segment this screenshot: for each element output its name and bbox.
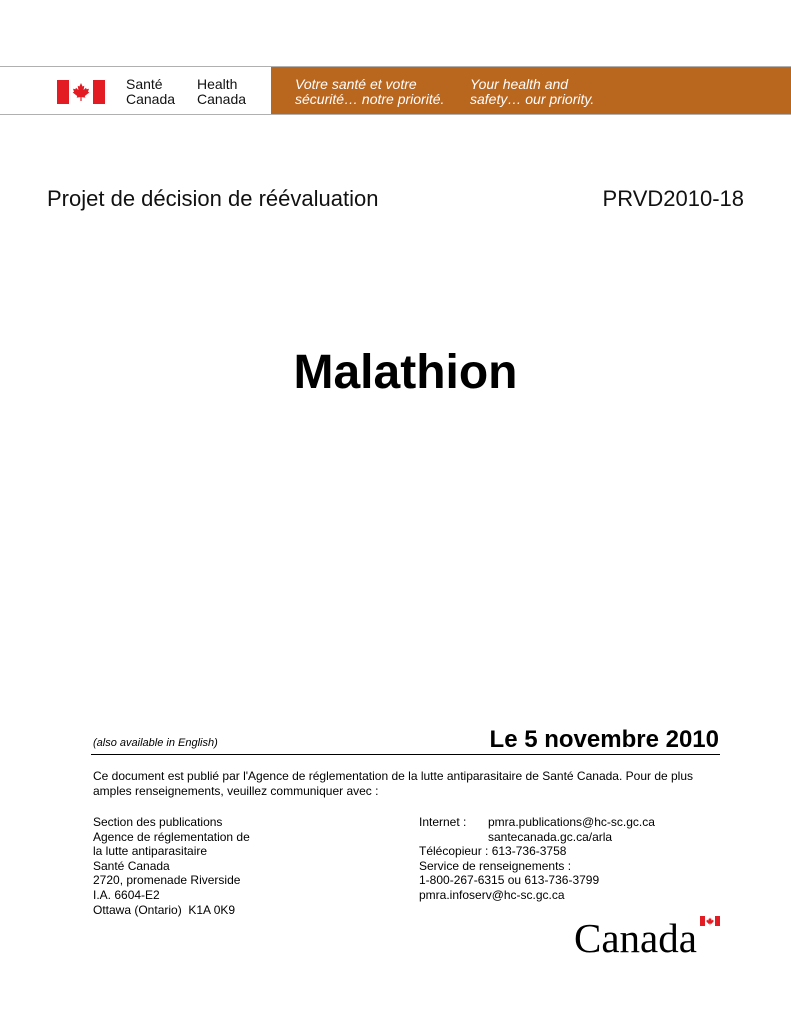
canada-flag-icon	[57, 80, 105, 104]
internet-email-link[interactable]: pmra.publications@hc-sc.gc.ca	[488, 815, 655, 829]
fax-number: Télécopieur : 613-736-3758	[419, 844, 567, 859]
dept-name-en: Health Canada	[197, 76, 247, 107]
service-label: Service de renseignements :	[419, 858, 572, 873]
address-line: 2720, promenade Riverside	[93, 873, 241, 888]
address-line: Agence de réglementation de	[93, 829, 250, 844]
address-line: Santé Canada	[93, 858, 170, 873]
also-available-note: (also available in English)	[93, 737, 218, 749]
wordmark-text: Canada	[574, 915, 697, 956]
motto-band	[271, 67, 791, 114]
motto-fr: Votre santé et votre sécurité… notre priorité.	[295, 76, 445, 107]
address-line: I.A. 6604-E2	[93, 887, 160, 902]
mailing-address	[93, 815, 250, 917]
header-banner	[0, 66, 791, 115]
info-email-link[interactable]: pmra.infoserv@hc-sc.gc.ca	[419, 887, 565, 902]
document-type: Projet de décision de réévaluation	[47, 186, 379, 211]
divider	[91, 754, 720, 755]
document-number: PRVD2010-18	[602, 186, 744, 211]
phone-numbers: 1-800-267-6315 ou 613-736-3799	[419, 873, 600, 888]
intro-paragraph: Ce document est publié par l'Agence de réglementation de la lutte antiparasitaire de Santé Canada. Pour de plus amples renseignements, veuillez communiquer avec :	[93, 769, 694, 798]
address-line: la lutte antiparasitaire	[93, 844, 208, 859]
address-line: Ottawa (Ontario) K1A 0K9	[93, 902, 236, 917]
website-link[interactable]: santecanada.gc.ca/arla	[488, 829, 613, 844]
address-line: Section des publications	[93, 815, 223, 829]
page-title: Malathion	[293, 346, 518, 399]
canada-wordmark-icon	[574, 914, 724, 956]
dept-name-fr: Santé Canada	[126, 76, 176, 107]
contact-info	[419, 815, 655, 903]
publication-date: Le 5 novembre 2010	[489, 726, 719, 753]
internet-label: Internet :	[419, 815, 467, 829]
motto-en: Your health and safety… our priority.	[470, 76, 595, 107]
